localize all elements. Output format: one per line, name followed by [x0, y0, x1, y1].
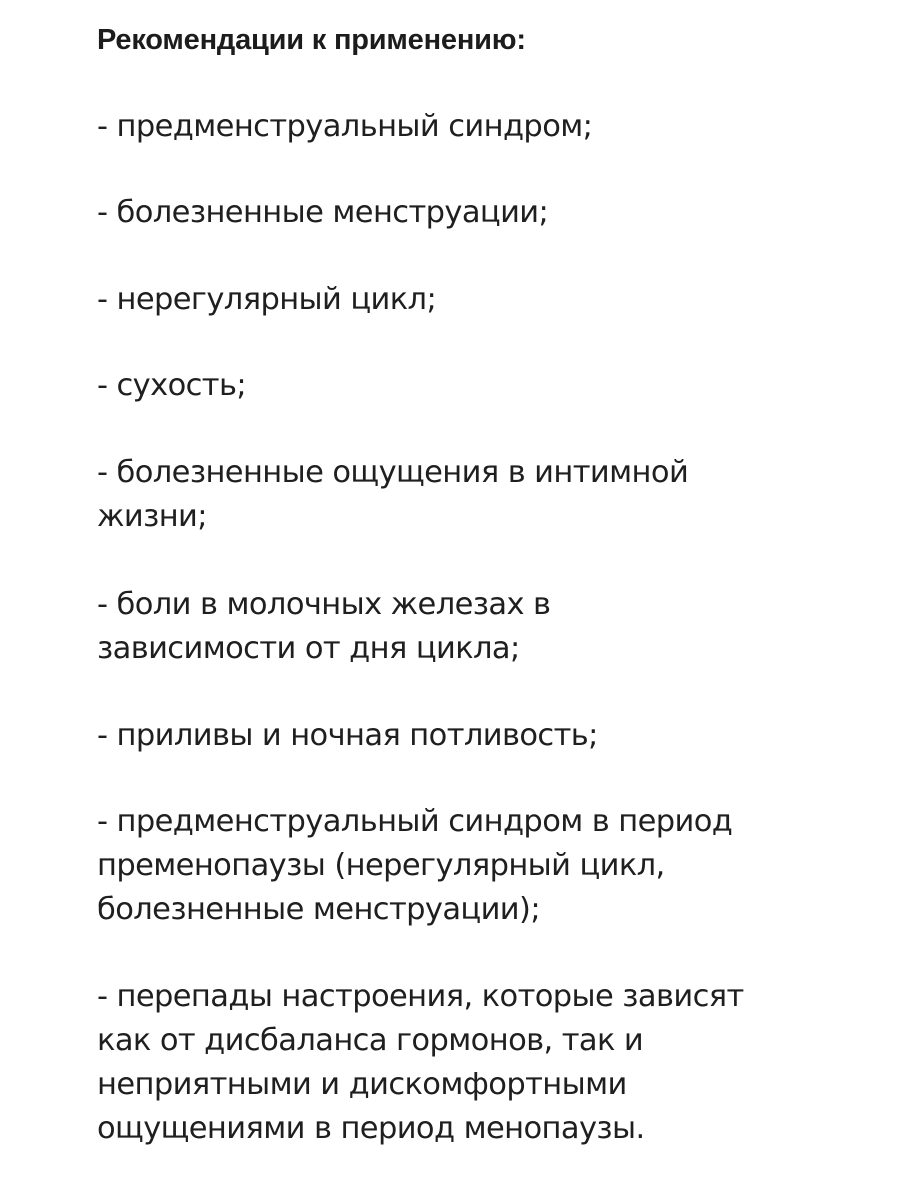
list-item-mood-swings	[97, 975, 837, 1151]
list-item-perimenopause-pms	[97, 800, 837, 932]
document-page	[97, 0, 877, 1200]
list-item-irregular-cycle	[97, 278, 837, 322]
list-item-line: болезненные менструации);	[97, 892, 541, 927]
list-item-dryness	[97, 364, 837, 408]
list-item-line: - предменструальный синдром;	[97, 109, 593, 144]
list-item-line: неприятными и дискомфортными	[97, 1067, 627, 1102]
list-item-line: - сухость;	[97, 368, 247, 403]
list-item-painful-menstruation	[97, 191, 837, 235]
list-item-line: - боли в молочных железах в	[97, 587, 551, 622]
list-item-pms	[97, 105, 837, 149]
list-item-line: как от дисбаланса гормонов, так и	[97, 1023, 644, 1058]
list-item-line: жизни;	[97, 499, 207, 534]
list-item-line: - болезненные менструации;	[97, 195, 549, 230]
list-item-line: зависимости от дня цикла;	[97, 631, 520, 666]
list-item-breast-pain	[97, 583, 837, 671]
list-item-painful-intimacy	[97, 451, 837, 539]
list-item-line: - перепады настроения, которые зависят	[97, 979, 744, 1014]
list-item-hot-flashes	[97, 714, 837, 758]
list-item-line: - нерегулярный цикл;	[97, 282, 437, 317]
list-item-line: - предменструальный синдром в период	[97, 804, 733, 839]
list-item-line: пременопаузы (нерегулярный цикл,	[97, 848, 665, 883]
list-item-line: - приливы и ночная потливость;	[97, 718, 598, 753]
list-item-line: - болезненные ощущения в интимной	[97, 455, 689, 490]
list-item-line: ощущениями в период менопаузы.	[97, 1111, 645, 1146]
recommendations-heading: Рекомендации к применению:	[97, 24, 526, 56]
